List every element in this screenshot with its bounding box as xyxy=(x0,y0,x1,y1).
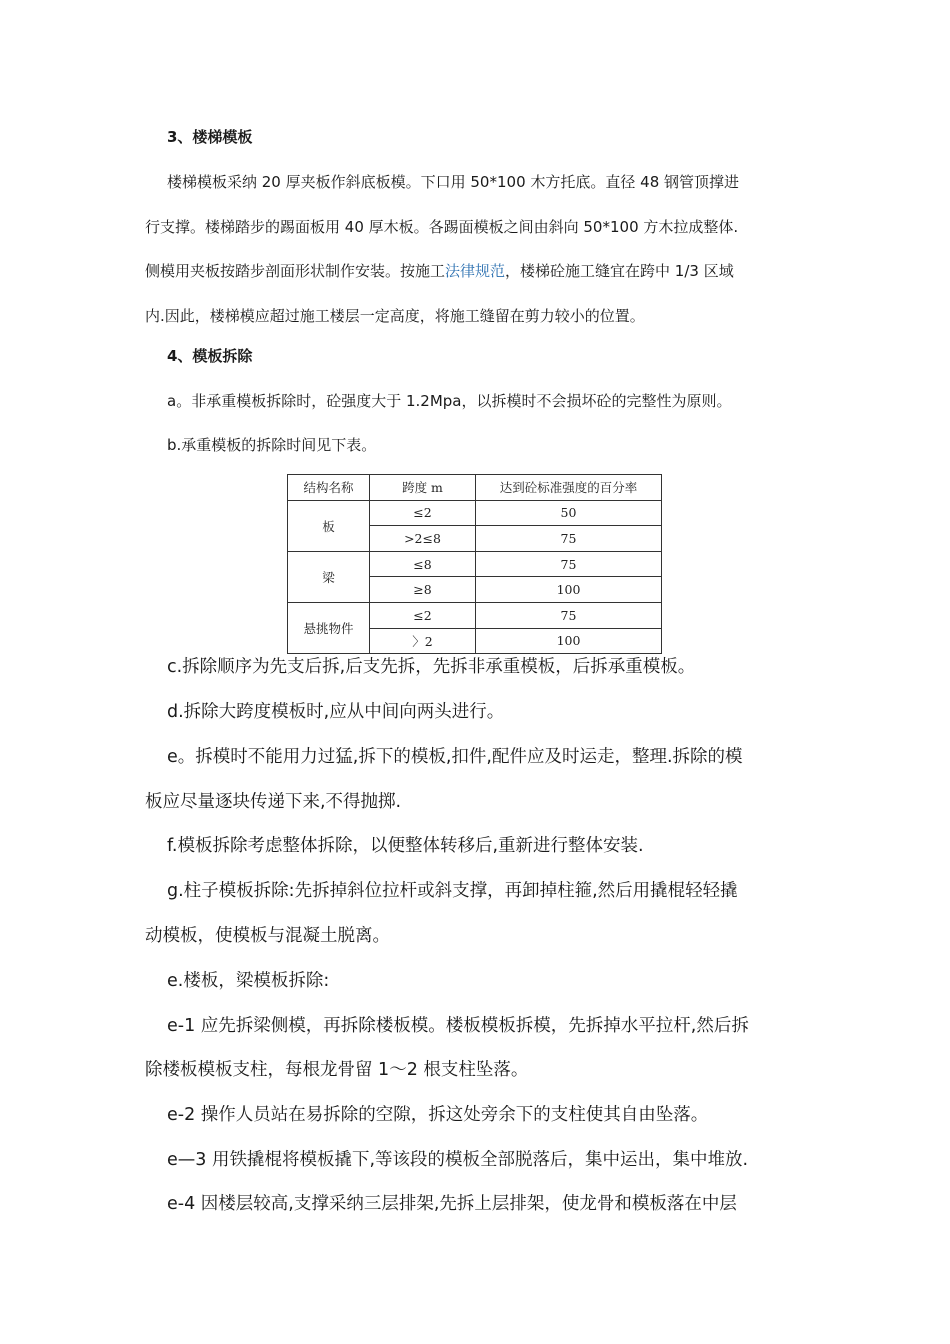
table-header-row xyxy=(288,475,662,501)
law-spec-link[interactable]: 法律规范 xyxy=(445,262,506,280)
percent-cell: 75 xyxy=(476,551,662,577)
item-e-4: e-4 因楼层较高,支撑采纳三层排架,先拆上层排架，使龙骨和模板落在中层 xyxy=(167,1194,737,1214)
removal-strength-table xyxy=(287,474,662,654)
item-b: b.承重模板的拆除时间见下表。 xyxy=(167,436,377,454)
section-3-heading: 3、楼梯模板 xyxy=(167,128,253,146)
item-g-continued: 动模板，使模板与混凝土脱离。 xyxy=(145,926,390,946)
percent-cell: 100 xyxy=(476,577,662,603)
table-header: 跨度 m xyxy=(370,475,476,501)
section-4-heading: 4、模板拆除 xyxy=(167,347,253,365)
table-header: 结构名称 xyxy=(288,475,370,501)
item-e-1: e-1 应先拆梁侧模，再拆除楼板模。楼板模板拆模，先拆掉水平拉杆,然后拆 xyxy=(167,1016,749,1036)
item-f: f.模板拆除考虑整体拆除，以便整体转移后,重新进行整体安装. xyxy=(167,836,644,856)
span-cell: 〉2 xyxy=(370,628,476,654)
paragraph-text: ，楼梯砼施工缝宜在跨中 1/3 区域 xyxy=(505,262,734,280)
structure-name-cell: 板 xyxy=(288,500,370,551)
item-e-1-continued: 除楼板模板支柱，每根龙骨留 1～2 根支柱坠落。 xyxy=(145,1060,529,1080)
paragraph-line: 楼梯模板采纳 20 厚夹板作斜底板模。下口用 50*100 木方托底。直径 48 钢管顶撑进 xyxy=(167,173,740,191)
percent-cell: 50 xyxy=(476,500,662,526)
item-d: d.拆除大跨度模板时,应从中间向两头进行。 xyxy=(167,702,505,722)
paragraph-line xyxy=(145,261,734,281)
item-a: a。非承重模板拆除时，砼强度大于 1.2Mpa，以拆模时不会损坏砼的完整性为原则。 xyxy=(167,392,732,410)
table-header: 达到砼标准强度的百分率 xyxy=(476,475,662,501)
table-row xyxy=(288,500,662,526)
item-g: g.柱子模板拆除:先拆掉斜位拉杆或斜支撑，再卸掉柱箍,然后用撬棍轻轻撬 xyxy=(167,881,738,901)
percent-cell: 75 xyxy=(476,602,662,628)
item-e-2: e-2 操作人员站在易拆除的空隙，拆这处旁余下的支柱使其自由坠落。 xyxy=(167,1105,709,1125)
percent-cell: 100 xyxy=(476,628,662,654)
item-e: e。拆模时不能用力过猛,拆下的模板,扣件,配件应及时运走，整理.拆除的模 xyxy=(167,747,743,767)
item-e-continued: 板应尽量逐块传递下来,不得抛掷. xyxy=(145,792,402,812)
span-cell: ≥8 xyxy=(370,577,476,603)
structure-name-cell: 梁 xyxy=(288,551,370,602)
span-cell: ≤2 xyxy=(370,602,476,628)
item-e-3: e—3 用铁撬棍将模板撬下,等该段的模板全部脱落后，集中运出，集中堆放. xyxy=(167,1150,749,1170)
span-cell: >2≤8 xyxy=(370,526,476,552)
paragraph-text: 侧模用夹板按踏步剖面形状制作安装。按施工 xyxy=(145,262,446,280)
table-row xyxy=(288,602,662,628)
item-c: c.拆除顺序为先支后拆,后支先拆，先拆非承重模板，后拆承重模板。 xyxy=(167,657,696,677)
percent-cell: 75 xyxy=(476,526,662,552)
table-row xyxy=(288,551,662,577)
span-cell: ≤8 xyxy=(370,551,476,577)
structure-name-cell: 悬挑物件 xyxy=(288,602,370,653)
item-e-floor: e.楼板，梁模板拆除: xyxy=(167,971,330,991)
paragraph-line: 行支撑。楼梯踏步的踢面板用 40 厚木板。各踢面模板之间由斜向 50*100 方木拉成整体. xyxy=(145,218,739,236)
paragraph-line: 内.因此，楼梯模应超过施工楼层一定高度，将施工缝留在剪力较小的位置。 xyxy=(145,307,645,325)
span-cell: ≤2 xyxy=(370,500,476,526)
